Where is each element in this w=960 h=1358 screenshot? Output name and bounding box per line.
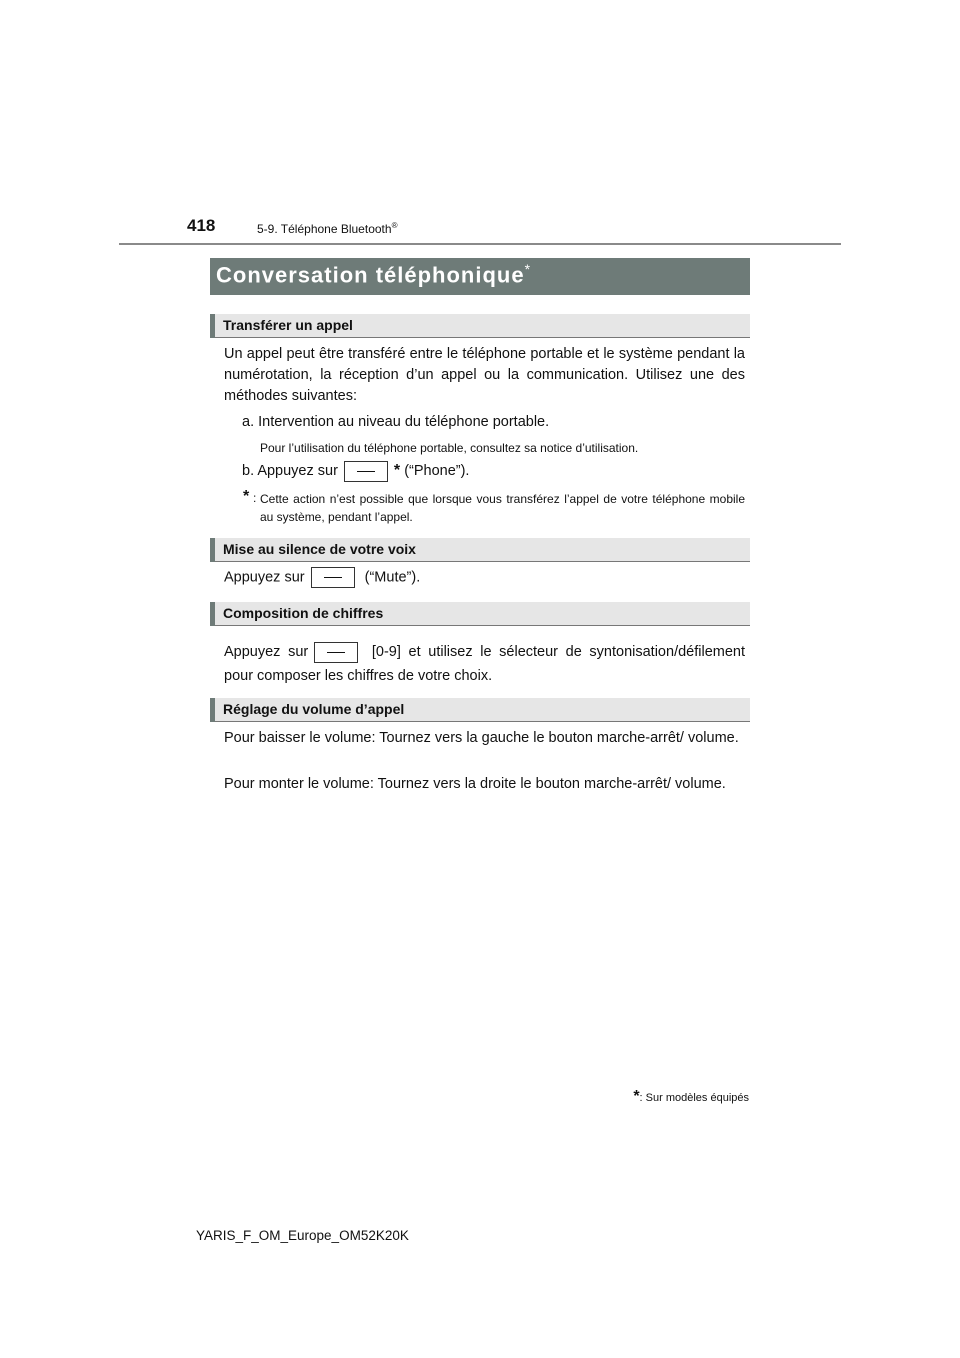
registered-mark: ® — [391, 221, 398, 230]
volume-down: Pour baisser le volume: Tournez vers la gauche le bouton marche-arrêt/ volume. — [224, 730, 739, 746]
transfer-item-b-suffix: (“Phone”). — [404, 463, 470, 479]
transfer-item-a-note: Pour l’utilisation du téléphone portable, consultez sa notice d’utilisation. — [260, 441, 639, 455]
page-number: 418 — [187, 216, 216, 235]
heading-transfer — [210, 314, 750, 338]
keypad-key-button[interactable] — [314, 642, 358, 663]
document-code: YARIS_F_OM_Europe_OM52K20K — [196, 1228, 409, 1243]
footer-note — [633, 1088, 749, 1106]
mute-key-button[interactable] — [311, 567, 355, 588]
heading-digits-text: Composition de chiffres — [223, 605, 384, 621]
digits-prefix: Appuyez sur — [224, 644, 309, 660]
footer-note-text: : Sur modèles équipés — [639, 1092, 749, 1104]
footer-asterisk: * — [633, 1088, 640, 1105]
transfer-item-b — [242, 460, 745, 482]
mute-suffix: (“Mute”). — [364, 569, 421, 586]
mute-prefix: Appuyez sur — [224, 569, 305, 586]
transfer-footnote: Cette action n’est possible que lorsque vous transférez l’appel de votre téléphone mobile au système, pendant l’appel. — [260, 492, 745, 524]
footnote-separator: : — [253, 491, 257, 505]
volume-up: Pour monter le volume: Tournez vers la droite le bouton marche-arrêt/ volume. — [224, 776, 726, 792]
transfer-item-b-prefix: b. Appuyez sur — [242, 463, 338, 479]
page-title-text: Conversation téléphonique — [216, 262, 525, 288]
heading-volume-text: Réglage du volume d’appel — [223, 701, 405, 717]
phone-key-button[interactable] — [344, 461, 388, 482]
heading-volume — [210, 698, 750, 722]
page-title-bar — [210, 258, 750, 295]
page-title — [216, 261, 531, 288]
transfer-intro: Un appel peut être transféré entre le téléphone portable et le système pendant la numérotation, la réception d’un appel ou la communication. Utilisez une des méthodes suivantes: — [224, 346, 745, 404]
title-asterisk: * — [524, 261, 532, 277]
mute-instruction — [224, 567, 745, 588]
digits-instruction — [224, 640, 745, 688]
footnote-asterisk: * — [393, 462, 401, 479]
section-title-text: 5-9. Téléphone Bluetooth — [257, 222, 392, 236]
digits-text: [0-9] et utilisez le sélecteur de syntonisation/défilement pour composer les chiffres de votre choix. — [224, 644, 745, 684]
header-rule — [119, 243, 841, 245]
heading-mute — [210, 538, 750, 562]
section-title — [257, 221, 397, 236]
footnote-marker: * — [243, 488, 250, 505]
heading-digits — [210, 602, 750, 626]
transfer-item-a: a. Intervention au niveau du téléphone portable. — [242, 414, 550, 430]
heading-mute-text: Mise au silence de votre voix — [223, 541, 416, 557]
heading-transfer-text: Transférer un appel — [223, 317, 353, 333]
